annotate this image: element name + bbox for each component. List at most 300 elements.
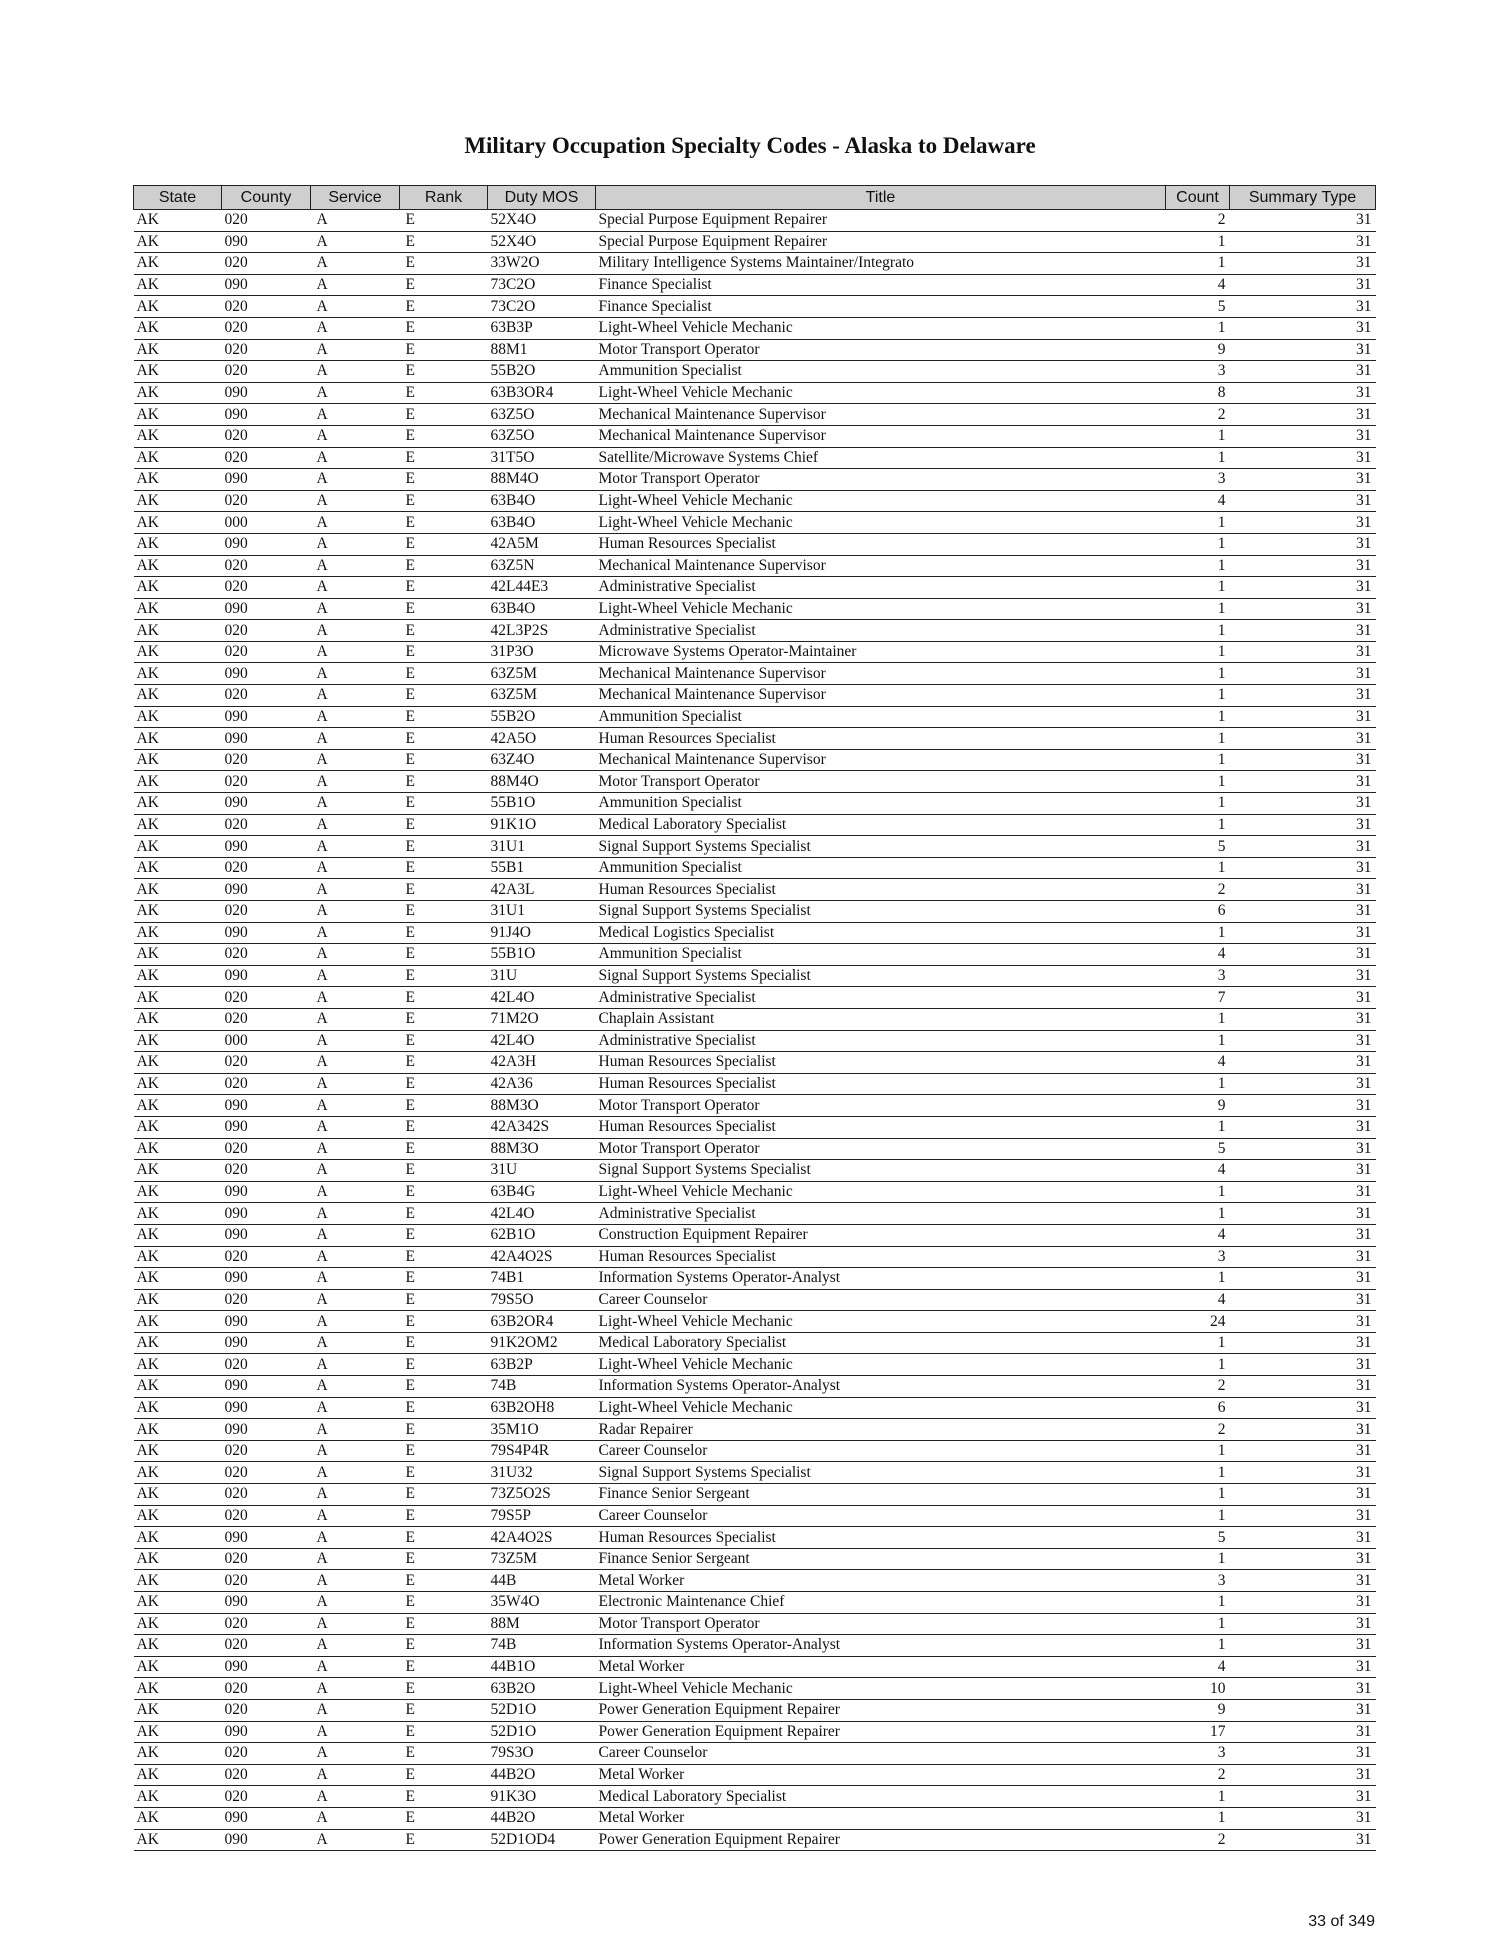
- cell-count: 1: [1166, 749, 1230, 771]
- cell-service: A: [311, 1246, 400, 1268]
- cell-state: AK: [134, 1807, 222, 1829]
- cell-state: AK: [134, 1786, 222, 1808]
- cell-state: AK: [134, 1008, 222, 1030]
- cell-title: Power Generation Equipment Repairer: [596, 1699, 1166, 1721]
- cell-title: Electronic Maintenance Chief: [596, 1592, 1166, 1614]
- cell-summary-type: 31: [1230, 1354, 1376, 1376]
- table-row: [134, 274, 1376, 296]
- cell-duty-mos: 73Z5M: [488, 1548, 596, 1570]
- cell-summary-type: 31: [1230, 296, 1376, 318]
- cell-summary-type: 31: [1230, 901, 1376, 923]
- cell-count: 3: [1166, 361, 1230, 383]
- cell-duty-mos: 63Z5M: [488, 663, 596, 685]
- cell-state: AK: [134, 1592, 222, 1614]
- cell-duty-mos: 88M4O: [488, 771, 596, 793]
- table-row: [134, 1181, 1376, 1203]
- cell-service: A: [311, 1116, 400, 1138]
- cell-count: 3: [1166, 469, 1230, 491]
- cell-state: AK: [134, 771, 222, 793]
- cell-count: 1: [1166, 555, 1230, 577]
- cell-duty-mos: 79S5O: [488, 1289, 596, 1311]
- cell-state: AK: [134, 1548, 222, 1570]
- cell-rank: E: [400, 944, 488, 966]
- cell-rank: E: [400, 1073, 488, 1095]
- cell-rank: E: [400, 231, 488, 253]
- cell-state: AK: [134, 447, 222, 469]
- cell-rank: E: [400, 1613, 488, 1635]
- cell-count: 1: [1166, 598, 1230, 620]
- cell-county: 020: [222, 447, 311, 469]
- cell-title: Signal Support Systems Specialist: [596, 1462, 1166, 1484]
- cell-duty-mos: 79S5P: [488, 1505, 596, 1527]
- cell-summary-type: 31: [1230, 641, 1376, 663]
- cell-rank: E: [400, 296, 488, 318]
- cell-service: A: [311, 598, 400, 620]
- cell-duty-mos: 74B1: [488, 1268, 596, 1290]
- cell-summary-type: 31: [1230, 836, 1376, 858]
- cell-state: AK: [134, 620, 222, 642]
- cell-duty-mos: 52D1O: [488, 1699, 596, 1721]
- cell-state: AK: [134, 879, 222, 901]
- cell-rank: E: [400, 1376, 488, 1398]
- cell-count: 1: [1166, 1030, 1230, 1052]
- cell-duty-mos: 31U: [488, 965, 596, 987]
- cell-service: A: [311, 1613, 400, 1635]
- cell-state: AK: [134, 1829, 222, 1851]
- cell-service: A: [311, 1073, 400, 1095]
- cell-rank: E: [400, 879, 488, 901]
- cell-title: Motor Transport Operator: [596, 339, 1166, 361]
- cell-rank: E: [400, 1419, 488, 1441]
- table-row: [134, 1203, 1376, 1225]
- cell-county: 020: [222, 1160, 311, 1182]
- table-row: [134, 1008, 1376, 1030]
- cell-rank: E: [400, 1160, 488, 1182]
- cell-title: Human Resources Specialist: [596, 1116, 1166, 1138]
- table-row: [134, 663, 1376, 685]
- table-row: [134, 1527, 1376, 1549]
- cell-service: A: [311, 987, 400, 1009]
- cell-duty-mos: 63B3OR4: [488, 382, 596, 404]
- cell-summary-type: 31: [1230, 490, 1376, 512]
- cell-duty-mos: 52X4O: [488, 231, 596, 253]
- cell-county: 020: [222, 1073, 311, 1095]
- table-row: [134, 1030, 1376, 1052]
- table-row: [134, 1721, 1376, 1743]
- cell-county: 090: [222, 1224, 311, 1246]
- cell-service: A: [311, 1548, 400, 1570]
- table-row: [134, 1138, 1376, 1160]
- table-row: [134, 1311, 1376, 1333]
- cell-county: 020: [222, 1440, 311, 1462]
- cell-rank: E: [400, 253, 488, 275]
- cell-county: 090: [222, 879, 311, 901]
- cell-rank: E: [400, 555, 488, 577]
- cell-service: A: [311, 1592, 400, 1614]
- cell-state: AK: [134, 555, 222, 577]
- cell-service: A: [311, 1570, 400, 1592]
- header-county: County: [222, 186, 311, 210]
- cell-county: 020: [222, 620, 311, 642]
- table-row: [134, 1570, 1376, 1592]
- cell-state: AK: [134, 1656, 222, 1678]
- cell-rank: E: [400, 641, 488, 663]
- cell-title: Metal Worker: [596, 1656, 1166, 1678]
- cell-service: A: [311, 1030, 400, 1052]
- cell-service: A: [311, 1289, 400, 1311]
- cell-county: 090: [222, 469, 311, 491]
- cell-rank: E: [400, 1008, 488, 1030]
- table-row: [134, 1764, 1376, 1786]
- cell-rank: E: [400, 1807, 488, 1829]
- cell-title: Medical Logistics Specialist: [596, 922, 1166, 944]
- table-row: [134, 879, 1376, 901]
- cell-count: 1: [1166, 253, 1230, 275]
- cell-service: A: [311, 1376, 400, 1398]
- cell-service: A: [311, 1095, 400, 1117]
- cell-duty-mos: 31U1: [488, 901, 596, 923]
- cell-title: Mechanical Maintenance Supervisor: [596, 685, 1166, 707]
- cell-state: AK: [134, 253, 222, 275]
- table-row: [134, 1613, 1376, 1635]
- cell-state: AK: [134, 901, 222, 923]
- cell-count: 1: [1166, 620, 1230, 642]
- cell-summary-type: 31: [1230, 1743, 1376, 1765]
- cell-rank: E: [400, 1246, 488, 1268]
- table-row: [134, 901, 1376, 923]
- cell-title: Construction Equipment Repairer: [596, 1224, 1166, 1246]
- cell-duty-mos: 63B2O: [488, 1678, 596, 1700]
- cell-title: Ammunition Specialist: [596, 361, 1166, 383]
- cell-duty-mos: 42A4O2S: [488, 1527, 596, 1549]
- cell-summary-type: 31: [1230, 706, 1376, 728]
- cell-state: AK: [134, 577, 222, 599]
- cell-summary-type: 31: [1230, 1332, 1376, 1354]
- cell-title: Light-Wheel Vehicle Mechanic: [596, 1354, 1166, 1376]
- cell-title: Finance Specialist: [596, 274, 1166, 296]
- cell-county: 020: [222, 749, 311, 771]
- cell-summary-type: 31: [1230, 1527, 1376, 1549]
- cell-county: 020: [222, 296, 311, 318]
- table-row: [134, 1505, 1376, 1527]
- cell-title: Human Resources Specialist: [596, 533, 1166, 555]
- cell-duty-mos: 63B4O: [488, 598, 596, 620]
- cell-rank: E: [400, 1095, 488, 1117]
- cell-title: Administrative Specialist: [596, 1030, 1166, 1052]
- cell-rank: E: [400, 490, 488, 512]
- cell-county: 020: [222, 1613, 311, 1635]
- page-title: Military Occupation Specialty Codes - Alaska to Delaware: [464, 133, 1036, 158]
- cell-county: 020: [222, 1462, 311, 1484]
- cell-service: A: [311, 1678, 400, 1700]
- cell-duty-mos: 79S4P4R: [488, 1440, 596, 1462]
- cell-rank: E: [400, 1462, 488, 1484]
- cell-summary-type: 31: [1230, 879, 1376, 901]
- cell-county: 020: [222, 317, 311, 339]
- table-row: [134, 1376, 1376, 1398]
- cell-state: AK: [134, 706, 222, 728]
- cell-summary-type: 31: [1230, 1008, 1376, 1030]
- cell-state: AK: [134, 274, 222, 296]
- cell-state: AK: [134, 469, 222, 491]
- cell-rank: E: [400, 1116, 488, 1138]
- cell-rank: E: [400, 1635, 488, 1657]
- cell-county: 020: [222, 1548, 311, 1570]
- cell-county: 090: [222, 728, 311, 750]
- cell-service: A: [311, 296, 400, 318]
- cell-service: A: [311, 1656, 400, 1678]
- cell-service: A: [311, 1635, 400, 1657]
- cell-rank: E: [400, 1397, 488, 1419]
- cell-rank: E: [400, 1440, 488, 1462]
- cell-service: A: [311, 490, 400, 512]
- cell-title: Medical Laboratory Specialist: [596, 1332, 1166, 1354]
- cell-duty-mos: 88M1: [488, 339, 596, 361]
- cell-service: A: [311, 728, 400, 750]
- cell-state: AK: [134, 598, 222, 620]
- cell-county: 090: [222, 663, 311, 685]
- cell-duty-mos: 44B1O: [488, 1656, 596, 1678]
- cell-service: A: [311, 1397, 400, 1419]
- cell-service: A: [311, 1008, 400, 1030]
- table-row: [134, 1678, 1376, 1700]
- cell-state: AK: [134, 1678, 222, 1700]
- cell-service: A: [311, 577, 400, 599]
- cell-service: A: [311, 1311, 400, 1333]
- cell-county: 020: [222, 944, 311, 966]
- cell-title: Military Intelligence Systems Maintainer/Integrato: [596, 253, 1166, 275]
- cell-county: 020: [222, 1505, 311, 1527]
- cell-state: AK: [134, 1764, 222, 1786]
- cell-state: AK: [134, 1289, 222, 1311]
- cell-summary-type: 31: [1230, 663, 1376, 685]
- cell-count: 1: [1166, 1332, 1230, 1354]
- table-row: [134, 641, 1376, 663]
- cell-duty-mos: 74B: [488, 1376, 596, 1398]
- cell-summary-type: 31: [1230, 814, 1376, 836]
- cell-rank: E: [400, 1743, 488, 1765]
- cell-state: AK: [134, 922, 222, 944]
- cell-duty-mos: 55B2O: [488, 706, 596, 728]
- cell-summary-type: 31: [1230, 1224, 1376, 1246]
- cell-county: 020: [222, 490, 311, 512]
- cell-count: 5: [1166, 1527, 1230, 1549]
- cell-service: A: [311, 1419, 400, 1441]
- cell-county: 020: [222, 1008, 311, 1030]
- cell-title: Mechanical Maintenance Supervisor: [596, 425, 1166, 447]
- cell-count: 4: [1166, 1656, 1230, 1678]
- cell-county: 020: [222, 1354, 311, 1376]
- cell-summary-type: 31: [1230, 1462, 1376, 1484]
- cell-county: 090: [222, 1268, 311, 1290]
- table-row: [134, 317, 1376, 339]
- cell-state: AK: [134, 1505, 222, 1527]
- cell-county: 090: [222, 1419, 311, 1441]
- cell-rank: E: [400, 512, 488, 534]
- cell-rank: E: [400, 1138, 488, 1160]
- cell-state: AK: [134, 1268, 222, 1290]
- cell-summary-type: 31: [1230, 1592, 1376, 1614]
- cell-count: 7: [1166, 987, 1230, 1009]
- cell-summary-type: 31: [1230, 620, 1376, 642]
- cell-summary-type: 31: [1230, 1030, 1376, 1052]
- cell-county: 020: [222, 987, 311, 1009]
- cell-title: Human Resources Specialist: [596, 879, 1166, 901]
- cell-county: 090: [222, 836, 311, 858]
- cell-title: Light-Wheel Vehicle Mechanic: [596, 1397, 1166, 1419]
- cell-state: AK: [134, 685, 222, 707]
- cell-count: 1: [1166, 685, 1230, 707]
- cell-state: AK: [134, 814, 222, 836]
- cell-summary-type: 31: [1230, 231, 1376, 253]
- table-row: [134, 577, 1376, 599]
- cell-county: 000: [222, 512, 311, 534]
- cell-rank: E: [400, 663, 488, 685]
- cell-county: 090: [222, 231, 311, 253]
- cell-title: Human Resources Specialist: [596, 1527, 1166, 1549]
- cell-duty-mos: 35W4O: [488, 1592, 596, 1614]
- table-row: [134, 1052, 1376, 1074]
- cell-service: A: [311, 706, 400, 728]
- header-count: Count: [1166, 186, 1230, 210]
- cell-duty-mos: 42A36: [488, 1073, 596, 1095]
- cell-summary-type: 31: [1230, 1419, 1376, 1441]
- table-row: [134, 1160, 1376, 1182]
- cell-summary-type: 31: [1230, 210, 1376, 232]
- header-state: State: [134, 186, 222, 210]
- cell-state: AK: [134, 296, 222, 318]
- cell-count: 1: [1166, 512, 1230, 534]
- cell-title: Career Counselor: [596, 1289, 1166, 1311]
- table-row: [134, 922, 1376, 944]
- cell-title: Power Generation Equipment Repairer: [596, 1721, 1166, 1743]
- cell-service: A: [311, 771, 400, 793]
- cell-title: Light-Wheel Vehicle Mechanic: [596, 1678, 1166, 1700]
- table-row: [134, 361, 1376, 383]
- cell-title: Light-Wheel Vehicle Mechanic: [596, 598, 1166, 620]
- cell-summary-type: 31: [1230, 555, 1376, 577]
- cell-count: 5: [1166, 836, 1230, 858]
- cell-summary-type: 31: [1230, 1570, 1376, 1592]
- cell-summary-type: 31: [1230, 1440, 1376, 1462]
- cell-duty-mos: 73C2O: [488, 274, 596, 296]
- cell-rank: E: [400, 685, 488, 707]
- cell-state: AK: [134, 1052, 222, 1074]
- cell-rank: E: [400, 1656, 488, 1678]
- cell-service: A: [311, 425, 400, 447]
- cell-count: 1: [1166, 231, 1230, 253]
- cell-title: Administrative Specialist: [596, 577, 1166, 599]
- header-rank: Rank: [400, 186, 488, 210]
- cell-rank: E: [400, 771, 488, 793]
- table-row: [134, 598, 1376, 620]
- cell-service: A: [311, 1764, 400, 1786]
- cell-duty-mos: 52X4O: [488, 210, 596, 232]
- cell-count: 1: [1166, 922, 1230, 944]
- cell-county: 090: [222, 274, 311, 296]
- cell-summary-type: 31: [1230, 425, 1376, 447]
- cell-county: 090: [222, 1807, 311, 1829]
- cell-title: Special Purpose Equipment Repairer: [596, 231, 1166, 253]
- table-row: [134, 1268, 1376, 1290]
- cell-service: A: [311, 814, 400, 836]
- cell-count: 4: [1166, 944, 1230, 966]
- cell-state: AK: [134, 533, 222, 555]
- cell-title: Light-Wheel Vehicle Mechanic: [596, 1311, 1166, 1333]
- cell-rank: E: [400, 987, 488, 1009]
- cell-service: A: [311, 361, 400, 383]
- cell-duty-mos: 31P3O: [488, 641, 596, 663]
- cell-summary-type: 31: [1230, 1829, 1376, 1851]
- cell-count: 3: [1166, 1570, 1230, 1592]
- table-row: [134, 706, 1376, 728]
- cell-service: A: [311, 879, 400, 901]
- cell-title: Medical Laboratory Specialist: [596, 1786, 1166, 1808]
- table-row: [134, 404, 1376, 426]
- cell-state: AK: [134, 231, 222, 253]
- cell-rank: E: [400, 749, 488, 771]
- cell-duty-mos: 52D1OD4: [488, 1829, 596, 1851]
- table-row: [134, 987, 1376, 1009]
- cell-title: Administrative Specialist: [596, 987, 1166, 1009]
- table-row: [134, 1073, 1376, 1095]
- cell-summary-type: 31: [1230, 771, 1376, 793]
- cell-county: 090: [222, 706, 311, 728]
- cell-county: 020: [222, 1052, 311, 1074]
- cell-rank: E: [400, 836, 488, 858]
- cell-count: 2: [1166, 1764, 1230, 1786]
- cell-service: A: [311, 793, 400, 815]
- table-row: [134, 1635, 1376, 1657]
- cell-count: 1: [1166, 814, 1230, 836]
- cell-state: AK: [134, 1095, 222, 1117]
- cell-count: 1: [1166, 641, 1230, 663]
- cell-title: Light-Wheel Vehicle Mechanic: [596, 317, 1166, 339]
- cell-duty-mos: 63B4O: [488, 490, 596, 512]
- cell-county: 020: [222, 857, 311, 879]
- cell-county: 090: [222, 1721, 311, 1743]
- cell-duty-mos: 42L44E3: [488, 577, 596, 599]
- cell-rank: E: [400, 1052, 488, 1074]
- table-row: [134, 296, 1376, 318]
- cell-summary-type: 31: [1230, 1376, 1376, 1398]
- cell-title: Mechanical Maintenance Supervisor: [596, 749, 1166, 771]
- cell-rank: E: [400, 1332, 488, 1354]
- cell-state: AK: [134, 1699, 222, 1721]
- cell-state: AK: [134, 1440, 222, 1462]
- cell-count: 4: [1166, 1160, 1230, 1182]
- table-row: [134, 1095, 1376, 1117]
- cell-count: 1: [1166, 533, 1230, 555]
- cell-rank: E: [400, 1268, 488, 1290]
- cell-state: AK: [134, 404, 222, 426]
- cell-service: A: [311, 339, 400, 361]
- cell-title: Motor Transport Operator: [596, 1613, 1166, 1635]
- cell-title: Administrative Specialist: [596, 1203, 1166, 1225]
- cell-duty-mos: 42A5O: [488, 728, 596, 750]
- cell-county: 020: [222, 210, 311, 232]
- mos-table: [133, 185, 1376, 1851]
- cell-count: 2: [1166, 210, 1230, 232]
- cell-count: 4: [1166, 490, 1230, 512]
- cell-summary-type: 31: [1230, 965, 1376, 987]
- cell-summary-type: 31: [1230, 922, 1376, 944]
- cell-duty-mos: 63Z5N: [488, 555, 596, 577]
- cell-duty-mos: 63B2P: [488, 1354, 596, 1376]
- cell-count: 8: [1166, 382, 1230, 404]
- cell-rank: E: [400, 425, 488, 447]
- table-row: [134, 1548, 1376, 1570]
